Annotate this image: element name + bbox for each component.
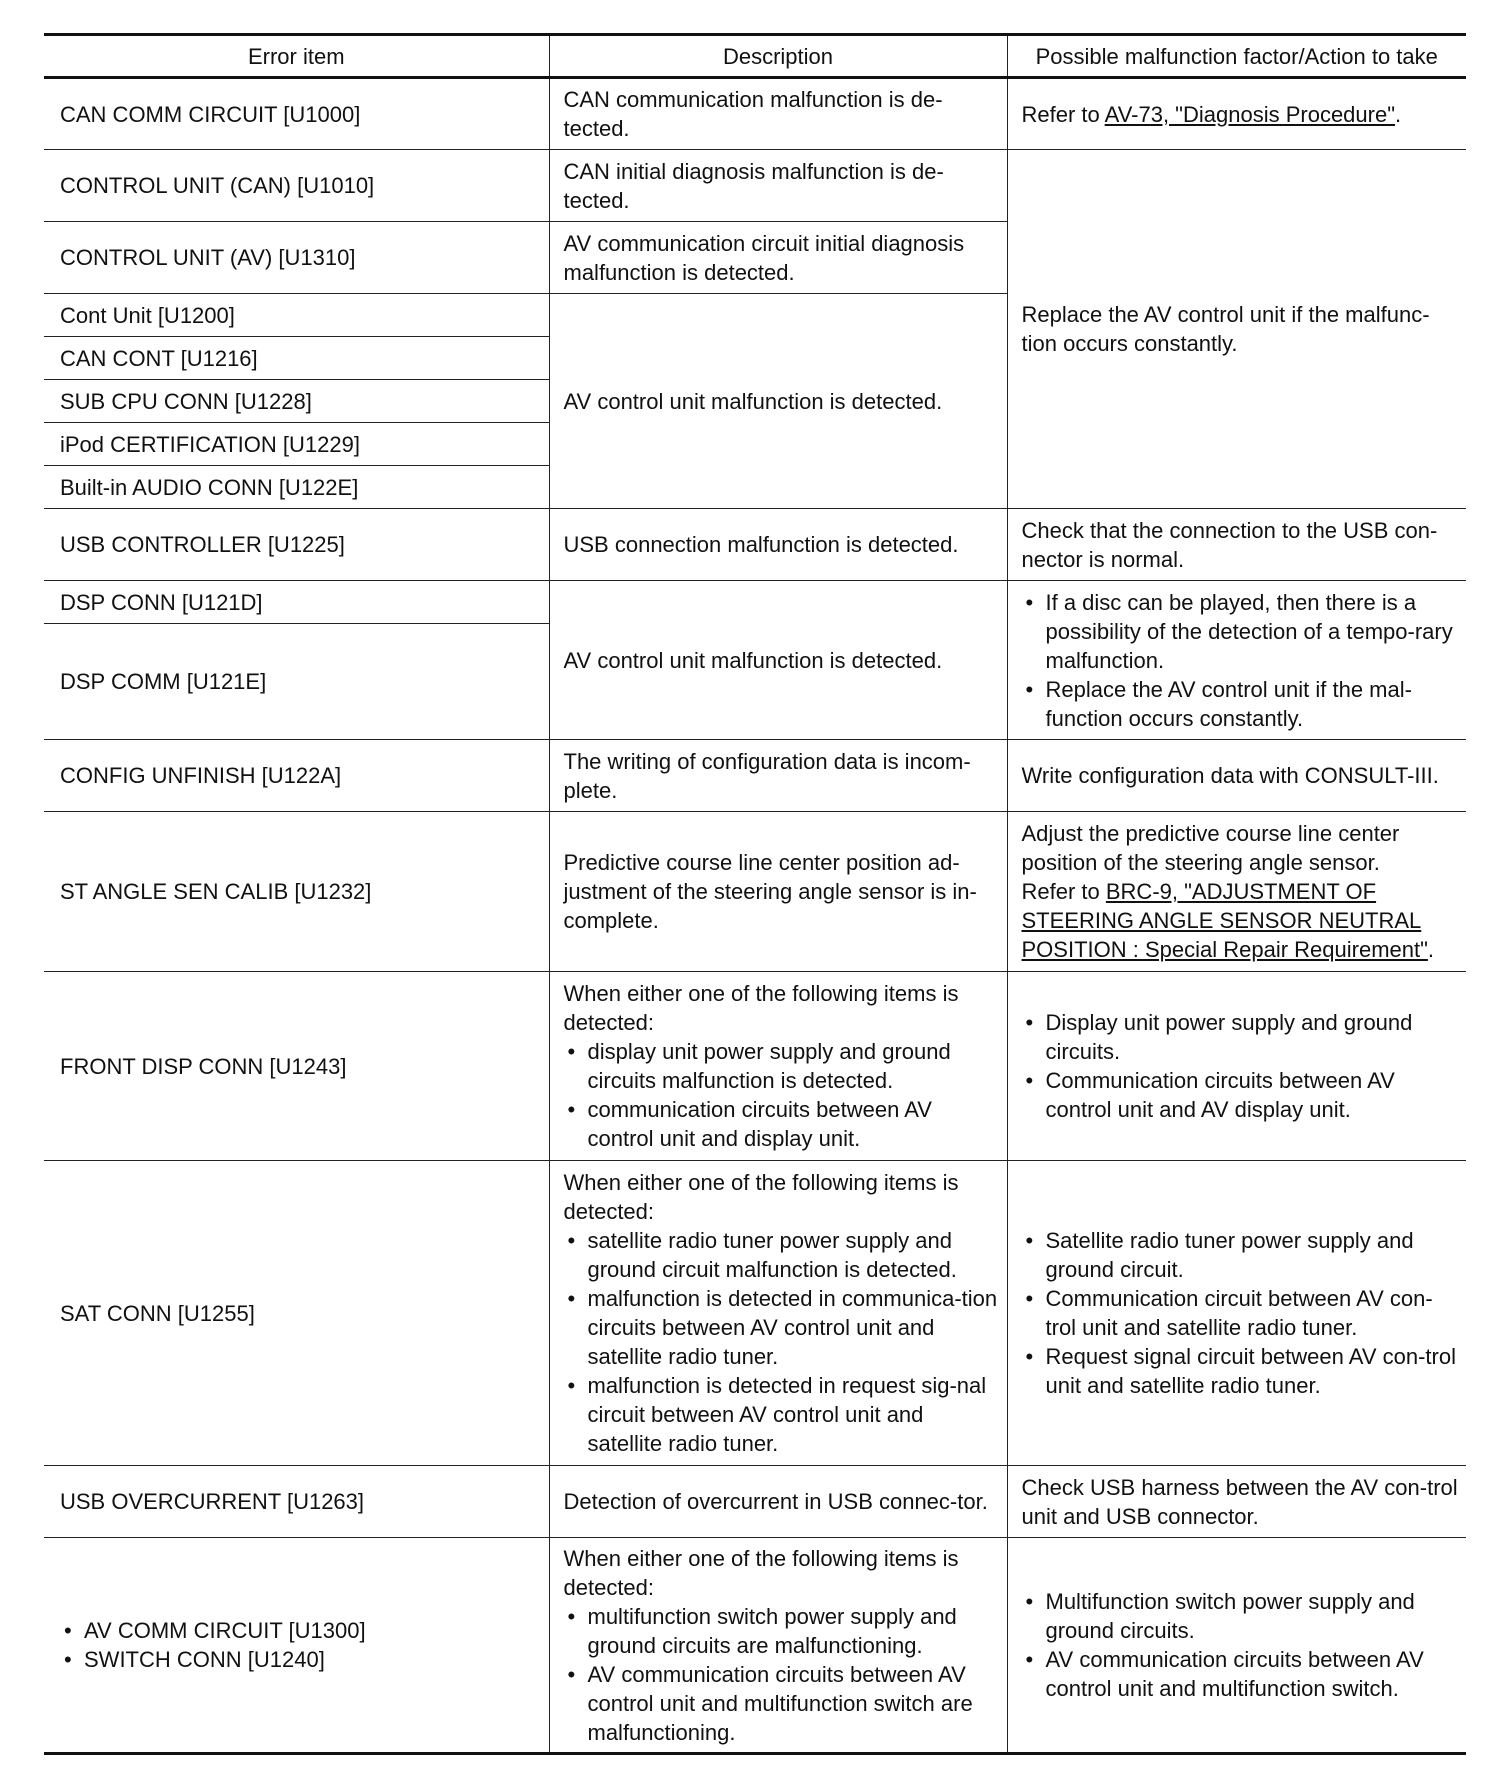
- action-cell: [1007, 150, 1466, 509]
- error-item-cell: CONTROL UNIT (CAN) [U1010]: [44, 150, 549, 222]
- description-list: [564, 1226, 999, 1458]
- list-item: • display unit power supply and ground circuits malfunction is detected.: [564, 1037, 999, 1095]
- table-row: [44, 1466, 1466, 1538]
- action-cell: [1007, 812, 1466, 972]
- description-cell: Predictive course line center position ad-justment of the steering angle sensor is in-complete.: [549, 812, 1007, 972]
- table-row: [44, 78, 1466, 150]
- list-item: • Display unit power supply and ground circuits.: [1022, 1008, 1459, 1066]
- error-item-cell: Built-in AUDIO CONN [U122E]: [44, 466, 549, 509]
- error-item-cell: CAN CONT [U1216]: [44, 337, 549, 380]
- header-error-item: Error item: [44, 35, 549, 78]
- list-item: • AV communication circuits between AV control unit and multifunction switch are malfunctioning.: [564, 1660, 999, 1747]
- error-item-cell: DSP COMM [U121E]: [44, 624, 549, 740]
- error-item-cell: Cont Unit [U1200]: [44, 294, 549, 337]
- description-list: [564, 1037, 999, 1153]
- table-header-row: [44, 35, 1466, 78]
- list-item: • malfunction is detected in communica-tion circuits between AV control unit and satellite radio tuner.: [564, 1284, 999, 1371]
- list-item: • Satellite radio tuner power supply and ground circuit.: [1022, 1226, 1459, 1284]
- table-row: [44, 509, 1466, 581]
- list-item: • Communication circuits between AV control unit and AV display unit.: [1022, 1066, 1459, 1124]
- description-cell: AV communication circuit initial diagnosis malfunction is detected.: [549, 222, 1007, 294]
- action-list: [1022, 588, 1459, 733]
- description-cell: [549, 1161, 1007, 1466]
- description-cell: CAN initial diagnosis malfunction is de-tected.: [549, 150, 1007, 222]
- error-item-cell: DSP CONN [U121D]: [44, 581, 549, 624]
- action-text: .: [1427, 937, 1435, 962]
- list-item: • malfunction is detected in request sig-nal circuit between AV control unit and satellite radio tuner.: [564, 1371, 999, 1458]
- header-description: Description: [549, 35, 1007, 78]
- action-cell: Write configuration data with CONSULT-III.: [1007, 740, 1466, 812]
- action-list: [1022, 1587, 1459, 1703]
- list-item: • AV communication circuits between AV control unit and multifunction switch.: [1022, 1645, 1459, 1703]
- description-cell: The writing of configuration data is incom-plete.: [549, 740, 1007, 812]
- list-item: • Communication circuit between AV con-trol unit and satellite radio tuner.: [1022, 1284, 1459, 1342]
- description-intro: When either one of the following items is detected:: [563, 981, 959, 1035]
- action-list: [1022, 1226, 1459, 1400]
- table-row: [44, 581, 1466, 624]
- list-item: • If a disc can be played, then there is a possibility of the detection of a tempo-rary malfunction.: [1022, 588, 1459, 675]
- action-cell: [1007, 1538, 1466, 1754]
- list-item: • SWITCH CONN [U1240]: [60, 1645, 535, 1674]
- action-cell: Check that the connection to the USB con-nector is normal.: [1007, 509, 1466, 581]
- list-item: • Multifunction switch power supply and ground circuits.: [1022, 1587, 1459, 1645]
- reference-link[interactable]: AV-73, "Diagnosis Procedure": [1104, 101, 1396, 127]
- error-item-cell: SUB CPU CONN [U1228]: [44, 380, 549, 423]
- error-item-cell: iPod CERTIFICATION [U1229]: [44, 423, 549, 466]
- error-item-cell: USB OVERCURRENT [U1263]: [44, 1466, 549, 1538]
- description-cell: [549, 1538, 1007, 1754]
- table-row: [44, 972, 1466, 1161]
- action-cell: [1007, 581, 1466, 740]
- list-item: • Replace the AV control unit if the mal-function occurs constantly.: [1022, 675, 1459, 733]
- description-intro: When either one of the following items is detected:: [563, 1545, 959, 1600]
- description-intro: When either one of the following items is detected:: [563, 1170, 959, 1224]
- action-list: [1022, 1008, 1459, 1124]
- action-text: Replace the AV control unit if the malfunc-tion occurs constantly.: [1021, 302, 1430, 356]
- action-text: .: [1395, 101, 1402, 127]
- table-row: [44, 1161, 1466, 1466]
- description-cell: [549, 972, 1007, 1161]
- error-item-cell: ST ANGLE SEN CALIB [U1232]: [44, 812, 549, 972]
- description-cell: Detection of overcurrent in USB connec-tor.: [549, 1466, 1007, 1538]
- dtc-table: [44, 33, 1466, 1755]
- table-row: [44, 812, 1466, 972]
- action-cell: Check USB harness between the AV con-trol unit and USB connector.: [1007, 1466, 1466, 1538]
- list-item: • multifunction switch power supply and ground circuits are malfunctioning.: [564, 1602, 999, 1660]
- reference-link[interactable]: BRC-9, "ADJUSTMENT OF STEERING ANGLE SENSOR NEUTRAL POSITION : Special Repair Requirement": [1021, 879, 1428, 962]
- list-item: • AV COMM CIRCUIT [U1300]: [60, 1616, 535, 1645]
- list-item: • communication circuits between AV control unit and display unit.: [564, 1095, 999, 1153]
- description-cell: CAN communication malfunction is de-tected.: [549, 78, 1007, 150]
- error-item-list: [60, 1616, 535, 1674]
- error-item-cell: CONFIG UNFINISH [U122A]: [44, 740, 549, 812]
- list-item: • satellite radio tuner power supply and ground circuit malfunction is detected.: [564, 1226, 999, 1284]
- description-list: [564, 1602, 999, 1747]
- action-cell: [1007, 972, 1466, 1161]
- action-text: Refer to: [1021, 101, 1105, 127]
- description-cell: USB connection malfunction is detected.: [549, 509, 1007, 581]
- table-row: [44, 150, 1466, 222]
- description-cell: AV control unit malfunction is detected.: [549, 294, 1007, 509]
- list-item: • Request signal circuit between AV con-trol unit and satellite radio tuner.: [1022, 1342, 1459, 1400]
- error-item-cell: CAN COMM CIRCUIT [U1000]: [44, 78, 549, 150]
- error-item-cell: CONTROL UNIT (AV) [U1310]: [44, 222, 549, 294]
- action-text: Refer to: [1021, 879, 1106, 904]
- description-cell: AV control unit malfunction is detected.: [549, 581, 1007, 740]
- error-item-cell: FRONT DISP CONN [U1243]: [44, 972, 549, 1161]
- table-row: [44, 740, 1466, 812]
- error-item-cell: [44, 1538, 549, 1754]
- error-item-cell: SAT CONN [U1255]: [44, 1161, 549, 1466]
- error-item-cell: USB CONTROLLER [U1225]: [44, 509, 549, 581]
- table-row: [44, 1538, 1466, 1754]
- header-action: Possible malfunction factor/Action to take: [1007, 35, 1466, 78]
- action-cell: [1007, 78, 1466, 150]
- action-text: Adjust the predictive course line center position of the steering angle sensor.: [1021, 821, 1400, 875]
- action-cell: [1007, 1161, 1466, 1466]
